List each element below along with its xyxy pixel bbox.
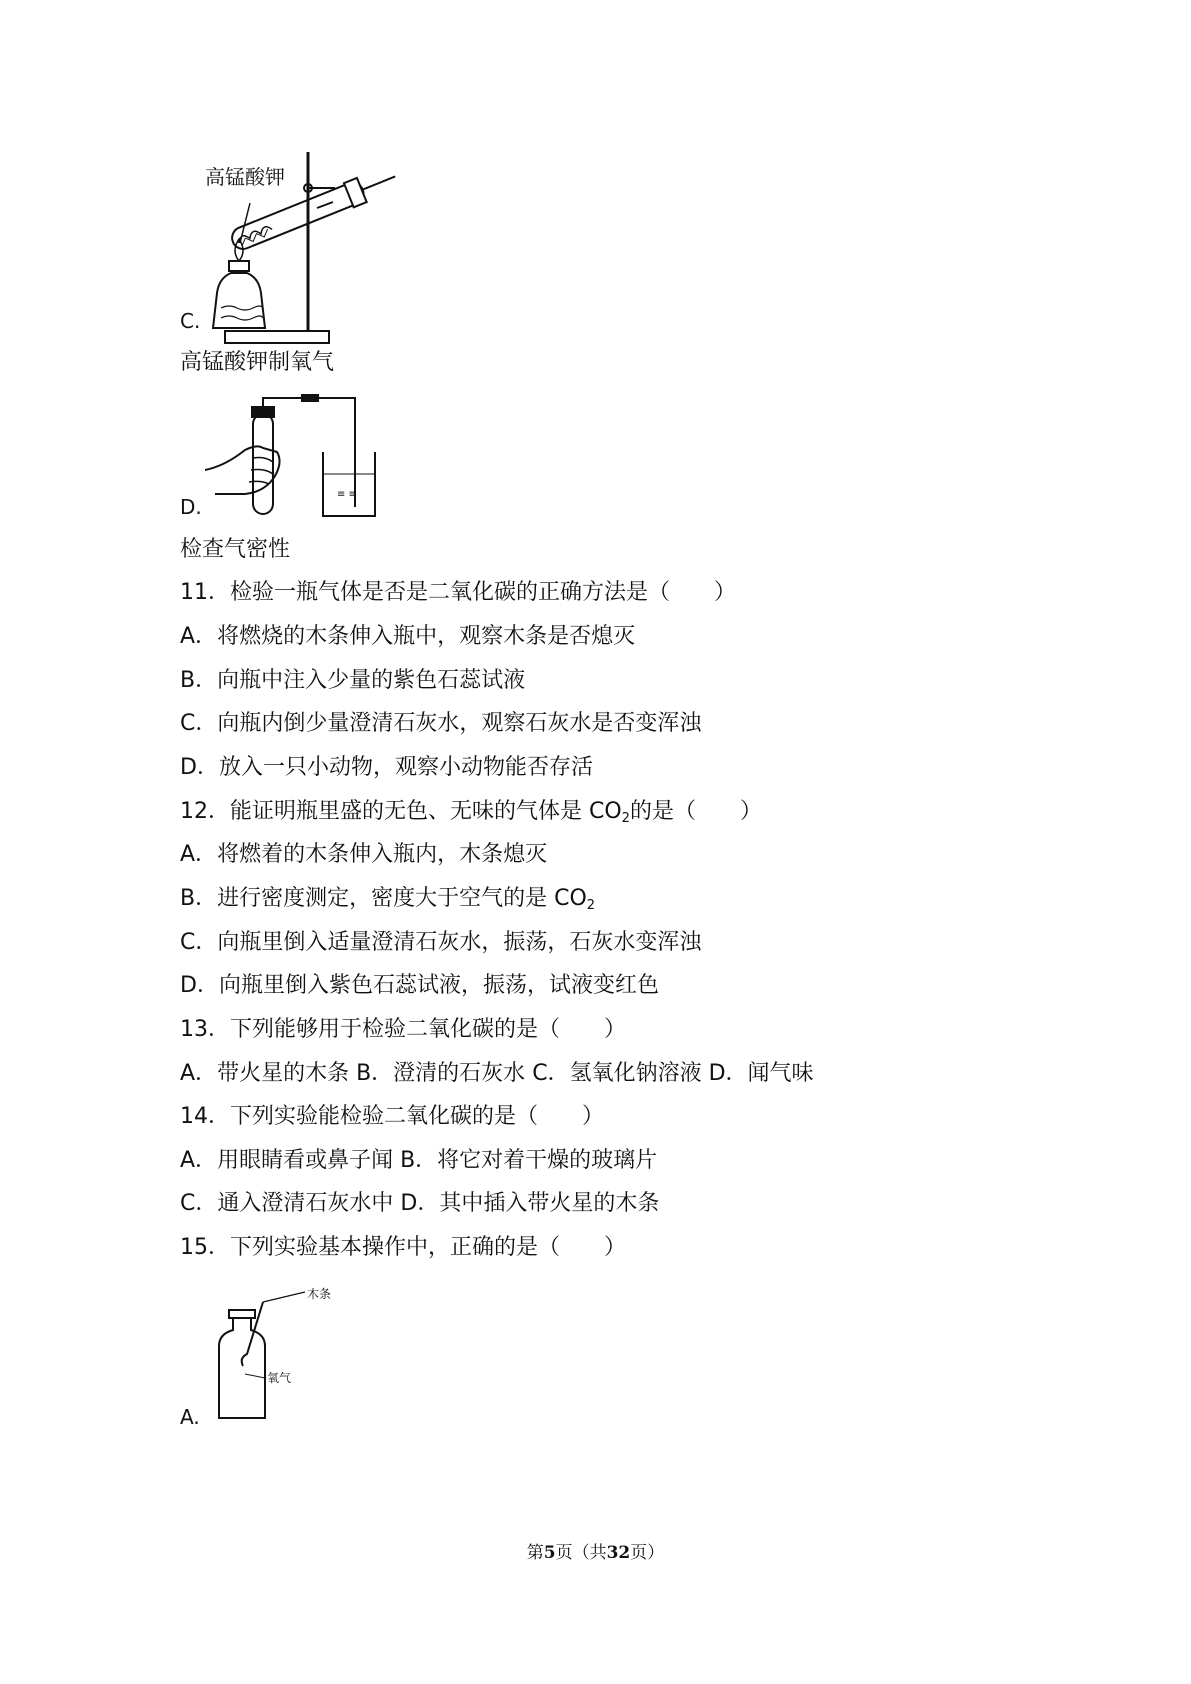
q12-option-c: C．向瓶里倒入适量澄清石灰水，振荡，石灰水变浑浊 (180, 930, 702, 955)
q13-stem: 13．下列能够用于检验二氧化碳的是（ ） (180, 1017, 626, 1042)
q15-figure-a-option-label: A. (180, 1405, 200, 1429)
figure-d-option-label: D. (180, 495, 202, 519)
figure-c-option-label: C. (180, 309, 201, 333)
svg-text:≡ ≡: ≡ ≡ (337, 489, 357, 500)
total-page-count: 32 (606, 1543, 631, 1563)
current-page-number: 5 (543, 1543, 556, 1563)
page-footer: 第5页（共32页） (526, 1543, 665, 1563)
q12-option-d: D．向瓶里倒入紫色石蕊试液，振荡，试液变红色 (180, 973, 659, 998)
q12-option-a: A．将燃着的木条伸入瓶内，木条熄灭 (180, 842, 548, 867)
q11-option-c: C．向瓶内倒少量澄清石灰水，观察石灰水是否变浑浊 (180, 711, 702, 736)
q15-figure-a-label-stick: 木条 (307, 1287, 332, 1301)
q15-figure-a-apparatus (205, 1282, 365, 1422)
q14-option-a: A．用眼睛看或鼻子闻 (180, 1148, 394, 1173)
figure-c-apparatus (205, 148, 405, 348)
q11-option-b: B．向瓶中注入少量的紫色石蕊试液 (180, 668, 526, 693)
q14-option-d: D．其中插入带火星的木条 (400, 1191, 660, 1216)
q11-stem: 11．检验一瓶气体是否是二氧化碳的正确方法是（ ） (180, 580, 736, 605)
q14-options-row-1 (180, 1146, 657, 1176)
q12-stem: 12．能证明瓶里盛的无色、无味的气体是 $CO_2$的是（ ） (180, 799, 762, 826)
q13-option-b: B．澄清的石灰水 (356, 1061, 526, 1086)
q14-options-row-2 (180, 1189, 659, 1219)
figure-d-apparatus (205, 392, 405, 522)
q12-option-b: B．进行密度测定，密度大于空气的是 $CO_2$ (180, 886, 596, 913)
q15-stem: 15．下列实验基本操作中，正确的是（ ） (180, 1235, 626, 1260)
q14-stem: 14．下列实验能检验二氧化碳的是（ ） (180, 1104, 604, 1129)
q14-option-b: B．将它对着干燥的玻璃片 (400, 1148, 658, 1173)
figure-c-caption: 高锰酸钾制氧气 (180, 350, 335, 375)
figure-c-label-potassium-permanganate: 高锰酸钾 (205, 165, 285, 189)
figure-d-caption: 检查气密性 (180, 537, 291, 562)
q11-option-d: D．放入一只小动物，观察小动物能否存活 (180, 755, 593, 780)
q13-option-d: D．闻气味 (708, 1061, 814, 1086)
q13-options-row (180, 1059, 814, 1089)
q14-option-c: C．通入澄清石灰水中 (180, 1191, 394, 1216)
q13-option-a: A．带火星的木条 (180, 1061, 350, 1086)
q15-figure-a-label-oxygen: 氧气 (267, 1371, 292, 1385)
q11-option-a: A．将燃烧的木条伸入瓶中，观察木条是否熄灭 (180, 624, 636, 649)
q13-option-c: C．氢氧化钠溶液 (532, 1061, 702, 1086)
